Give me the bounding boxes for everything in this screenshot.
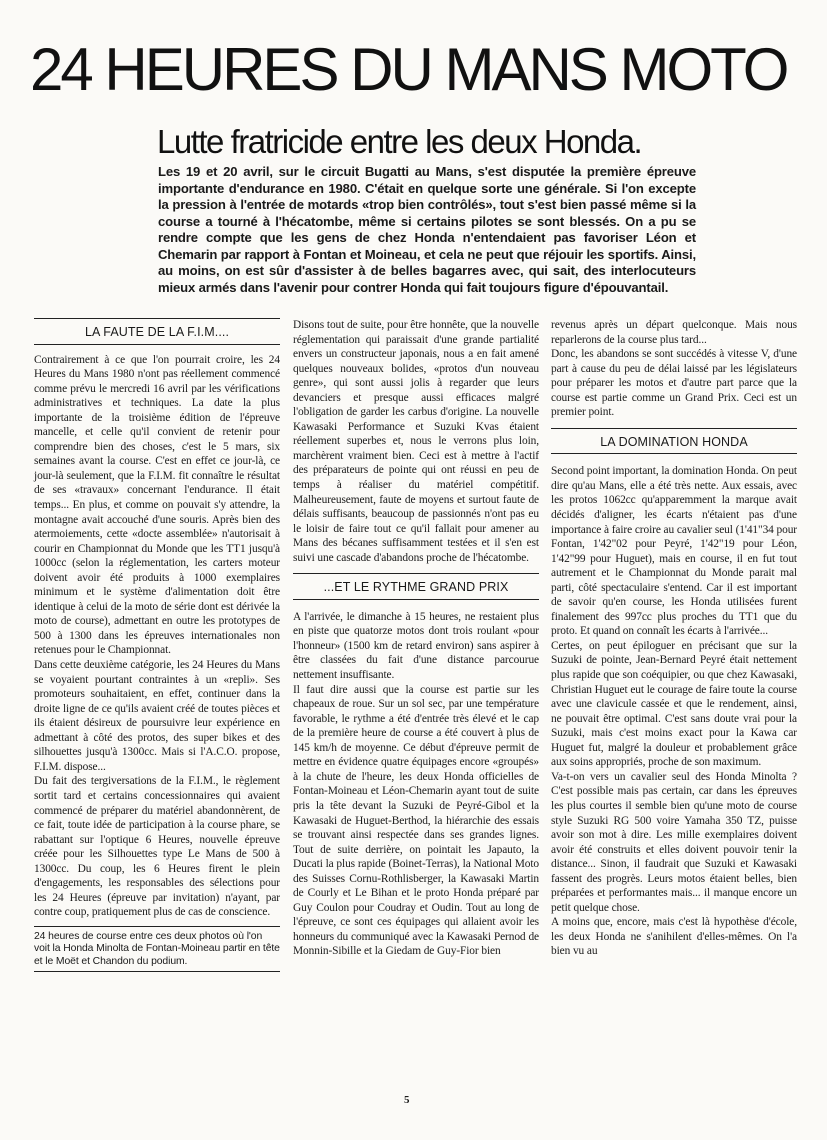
paragraph: Du fait des tergiversations de la F.I.M., le règlement sortit tard et certains concessionnaires qui avaient commencé de préparer du matériel abandonnèrent, de ce fait, toute idée de participation à la course phare, se rabattant sur l'optique 6 Heures, nouvelle épreuve créée pour les Silhouettes type Le Mans de 500 à 1300cc. Du coup, les 6 Heures firent le plein d'engagements, les responsables des sélections pour les 24 Heures (épreuve par invitation) n'ayant, par contre coup, pratiquement plus de cas de conscience. [34,775,280,919]
intro-paragraph: Les 19 et 20 avril, sur le circuit Bugatti au Mans, s'est disputée la première épreuve importante d'endurance en 1980. C'était en quelque sorte une générale. Si l'on excepte la pression à l'entrée de motards «trop bien contrôlés», tout s'est bien passé même si la course a tourné à l'hécatombe, même si certains pilotes se sont blessés. On a pu se rendre compte que les gens de chez Honda n'entendaient pas favoriser Léon et Chemarin par rapport à Fontan et Moineau, et cela ne peut que réjouir les sportifs. Ainsi, au moins, on est sûr d'assister à de belles bagarres avec, qui sait, des interlocuteurs mieux armés dans l'avenir pour contrer Honda qui fait toujours figure d'épouvantail. [158,164,696,295]
section-heading-rythme-grand-prix: ...ET LE RYTHME GRAND PRIX [293,573,539,600]
paragraph: Il faut dire aussi que la course est partie sur les chapeaux de roue. Sur un sol sec, par une température favorable, le rythme a été d'entrée très élevé et le cap de la première heure de course a été couvert à plus de 145 km/h de moyenne. Ce début d'épreuve permit de mettre en évidence quatre équipages encore «groupés» à la chute de l'heure, les deux Honda officielles de Fontan-Moineau et Léon-Chemarin ayant tout de suite pris la tête devant la Suzuki de Peyré-Gibol et la Kawasaki de Huguet-Berthod, la hiérarchie des essais se trouvant ainsi respectée dans ses grandes lignes. Tout de suite derrière, on pointait les Japauto, la Ducati la plus rapide (Boinet-Terras), la National Moto des Suisses Cornu-Rothlisberger, la Kawasaki Martin de Courly et Le Bihan et le proto Honda préparé par Guy Coulon pour Coudray et Oudin. Tout au long de l'épreuve, ce sont ces équipages qui allaient avoir les honneurs du communiqué avec la Kawasaki Pernod de Monnin-Sibille et la Giedam de Guy-Fior bien [293,683,539,958]
paragraph: A l'arrivée, le dimanche à 15 heures, ne restaient plus en piste que quatorze motos dont trois roulant «pour l'honneur» (1500 km de retard environ) sans aspirer à être classées du fait d'une distance parcourue nettement insuffisante. [293,610,539,682]
page-title: 24 HEURES DU MANS MOTO [30,36,787,103]
paragraph: Donc, les abandons se sont succédés à vitesse V, d'une part à cause du peu de délai laissé par les législateurs pour préparer les motos et d'autre part parce que la course est partie comme un Grand Prix. Ceci est un premier point. [551,348,797,419]
column-2 [293,318,539,959]
paragraph: Contrairement à ce que l'on pourrait croire, les 24 Heures du Mans 1980 n'ont pas réellement commencé comme prévu le mercredi 16 avril par les vérifications administratives et techniques. La date la plus importante de la troisième édition de l'épreuve mancelle, et celle qu'il convient de retenir pour comprendre bien des choses, c'est le 5 mars, six semaines avant la course. C'est en effet ce jour-là, ce jour-là seulement, que la F.I.M. fit connaître le résultat de ses «travaux» concernant l'endurance. Il était temps... En plus, et comme on pouvait s'y attendre, la montagne avait accouché d'une souris. Après bien des atermoiements, cette «docte assemblée» n'autorisait à courir en Championnat du Monde que les TT1 jusqu'à 1000cc (selon la réglementation, les carters moteur doivent avoir été produits à 1000 exemplaires minimum et le système d'alimentation doit être identique à celui de la moto de série dont est dérivée la moto de course), admettant en outre les prototypes de 500 à 1300 dans les épreuves internationales non retenues pour le Championnat. [34,353,280,657]
section-heading-domination-honda: LA DOMINATION HONDA [551,428,797,455]
photo-caption: 24 heures de course entre ces deux photos où l'on voit la Honda Minolta de Fontan-Moineau partir en tête et le Moët et Chandon du podium. [34,926,280,973]
paragraph: Certes, on peut épiloguer en précisant que sur la Suzuki de pointe, Jean-Bernard Peyré était nettement plus rapide que son coéquipier, ou que chez Kawasaki, Christian Huguet eut le courage de faire toute la course avec une clavicule cassée et que le rendement, ainsi, ne pouvait être optimal. C'est sans doute vrai pour la Suzuki, mais c'est moins exact pour la Kawa car Huguet fut, malgré la douleur et probablement grâce aux soins appropriés, proche de son maximum. [551,639,797,769]
paragraph: Va-t-on vers un cavalier seul des Honda Minolta ? C'est possible mais pas certain, car dans les épreuves les plus courtes il semble bien qu'une moto de course style Suzuki RG 500 voire Yamaha 350 TZ, puisse avoir son mot à dire. Les mille exemplaires doivent avoir été construits et elles doivent pouvoir tenir la distance... Sinon, il faudrait que Suzuki et Kawasaki fassent des progrès. Leurs motos étaient belles, bien préparées et performantes mais... il manque encore un petit quelque chose. [551,770,797,914]
page-number: 5 [404,1094,410,1106]
paragraph: Second point important, la domination Honda. On peut dire qu'au Mans, elle a été très nette. Aux essais, avec les protos 1062cc qu'apparemment la marque avait décidés d'aligner, les écarts n'étaient pas d'une importance à faire croire au cavalier seul (1'41"34 pour Fontan, 1'42"02 pour Peyré, 1'42"19 pour Léon, 1'42"99 pour Huguet), mais en course, il en fut tout autrement et le Championnat du Monde parait mal parti, côté spectaculaire s'entend. Car il est important de savoir qu'en course, les Honda utilisées furent finalement des 997cc plus proches du TT1 que du proto. Et quand on connaît les écarts à l'arrivée... [551,465,797,638]
section-heading-faute-fim: LA FAUTE DE LA F.I.M.... [34,318,280,345]
paragraph: Disons tout de suite, pour être honnête, que la nouvelle réglementation qui paraissait d'une grande partialité envers un constructeur japonais, nous a en fait amené quelques nouveaux bolides, «protos d'un nouveau genre», qui sont aussi jolis à regarder que leurs devanciers et presque aussi efficaces malgré l'obligation de garder les carbus d'origine. La nouvelle Kawasaki Performance et Suzuki Kvas étaient réellement superbes et, nous le verrons plus loin, marchèrent vraiment bien. Ceci est à mettre à l'actif des préparateurs de pointe qui ont réussi en peu de temps à réaliser du matériel compétitif. Malheureusement, faute de moyens et surtout faute de délais suffisants, beaucoup de passionnés n'ont pas eu le loisir de faire tout ce qu'il fallait pour amener au Mans des bécanes suffisamment testées et il s'en est suivi une cascade d'abandons proche de l'hécatombe. [293,319,539,564]
paragraph: revenus après un départ quelconque. Mais nous reparlerons de la course plus tard... [551,319,797,346]
article-subtitle: Lutte fratricide entre les deux Honda. [157,123,642,160]
paragraph: A moins que, encore, mais c'est là hypothèse d'école, les deux Honda ne s'anihilent d'elles-mêmes. On l'a bien vu au [551,916,797,958]
paragraph: Dans cette deuxième catégorie, les 24 Heures du Mans se voyaient pourtant contraintes à un «repli». Ses promoteurs souhaitaient, en effet, continuer dans la droite ligne de ce qu'ils avaient créé de toutes pièces et ils étaient désireux de poursuivre leur expérience en admettant à côté des protos, des super bikes et des silhouettes jusqu'à 1300cc. Mais si l'A.C.O. propose, F.I.M. dispose... [34,659,280,773]
column-3 [551,318,797,959]
column-1 [34,318,280,972]
